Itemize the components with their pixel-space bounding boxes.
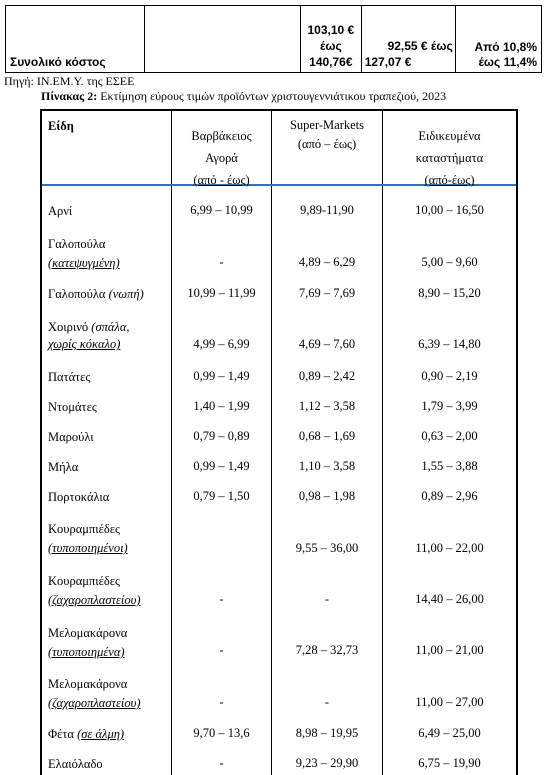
varvakeios-value: -	[219, 592, 224, 606]
total-cost-change: Από 10,8% έως 11,4%	[455, 6, 541, 73]
item-name	[48, 755, 103, 774]
total-cost-range-1: 103,10 € έως 140,76€	[300, 6, 361, 73]
varvakeios-value: 9,70 – 13,6	[193, 726, 250, 740]
item-name-text: Γαλοπούλα	[48, 287, 109, 301]
item-name-qualifier: (κατεψυγμένη)	[48, 256, 120, 270]
item-name-text: Γαλοπούλα	[48, 237, 106, 251]
item-name-text: Μαρούλι	[48, 430, 94, 444]
supermarkets-value: 8,98 – 19,95	[295, 726, 359, 740]
supermarkets-value: -	[324, 592, 330, 606]
varvakeios-value: 10,99 – 11,99	[187, 286, 256, 300]
specialty-value: 11,00 – 21,00	[415, 643, 484, 657]
varvakeios-value: 0,79 – 0,89	[193, 429, 250, 443]
item-name	[48, 428, 94, 447]
total-cost-range-2: 92,55 € έως 127,07 €	[361, 6, 455, 73]
supermarkets-value: 0,68 – 1,69	[298, 429, 356, 443]
specialty-value: 11,00 – 27,00	[415, 695, 484, 709]
varvakeios-value: 0,99 – 1,49	[193, 459, 250, 473]
supermarkets-value: 9,89-11,90	[300, 203, 354, 217]
source-note: Πηγή: IN.EM.Y. της ΕΣΕΕ	[4, 74, 135, 88]
specialty-value: 6,39 – 14,80	[418, 337, 481, 351]
item-name-text: Μήλα	[48, 460, 79, 474]
supermarkets-value: 0,89 – 2,42	[298, 369, 356, 383]
item-name-text: Μελομακάρονα	[48, 677, 128, 691]
item-name-line	[48, 319, 130, 336]
supermarkets-value: 9,55 – 36,00	[295, 541, 359, 555]
item-name	[48, 675, 141, 713]
item-name	[48, 285, 144, 304]
varvakeios-value: 6,99 – 10,99	[190, 203, 253, 217]
specialty-value: 1,79 – 3,99	[421, 399, 478, 413]
varvakeios-value: 0,79 – 1,50	[193, 489, 250, 503]
header-items: Είδη	[48, 119, 74, 133]
specialty-value: 1,55 – 3,88	[421, 459, 478, 473]
item-name	[48, 202, 72, 221]
supermarkets-value: 9,23 – 29,90	[295, 756, 359, 770]
varvakeios-value: 4,99 – 6,99	[193, 337, 250, 351]
item-name-text: Φέτα	[48, 727, 78, 741]
specialty-value: 8,90 – 15,20	[418, 286, 481, 300]
item-name-text: Χοιρινό	[48, 320, 92, 334]
specialty-value: 10,00 – 16,50	[415, 203, 484, 217]
table-header	[42, 111, 516, 186]
header-varvakeios: Βαρβάκειος Αγορά (από - έως)	[191, 129, 252, 187]
item-name-text: Κουραμπιέδες	[48, 574, 120, 588]
varvakeios-value: -	[219, 756, 224, 770]
item-name	[48, 368, 90, 387]
item-name	[48, 572, 141, 610]
varvakeios-value: -	[219, 695, 224, 709]
price-table	[40, 109, 518, 775]
item-name-text: Πατάτες	[48, 370, 91, 384]
specialty-value: 0,89 – 2,96	[421, 489, 478, 503]
item-name-text: Μελομακάρονα	[48, 626, 128, 640]
header-supermarkets: Super-Markets (από – έως)	[289, 118, 365, 151]
item-name-qualifier: (ζαχαροπλαστείου)	[48, 593, 141, 607]
summary-table	[5, 5, 542, 73]
varvakeios-value: 1,40 – 1,99	[193, 399, 250, 413]
item-name-qualifier: (ζαχαροπλαστείου)	[48, 696, 141, 710]
item-name	[48, 235, 120, 273]
supermarkets-value: -	[324, 695, 330, 709]
varvakeios-value: -	[219, 255, 224, 269]
item-name-qualifier: (σπάλα,	[91, 320, 130, 334]
item-name-qualifier: (τυποποιημένα)	[48, 645, 125, 659]
header-specialty: Ειδικευμένα καταστήματα (από-έως)	[415, 129, 484, 187]
supermarkets-value: 4,69 – 7,60	[298, 337, 356, 351]
item-name	[48, 319, 130, 353]
item-name-qualifier: (νωπή)	[108, 287, 144, 301]
item-name	[48, 488, 109, 507]
supermarkets-value: 1,12 – 3,58	[298, 399, 356, 413]
item-name-qualifier: (σε άλμη)	[77, 727, 125, 741]
supermarkets-value: 1,10 – 3,58	[298, 459, 356, 473]
supermarkets-value: 0,98 – 1,98	[298, 489, 356, 503]
item-name	[48, 458, 78, 477]
item-name-text: Αρνί	[48, 204, 73, 218]
item-name-qualifier: (τυποποιημένοι)	[48, 541, 128, 555]
supermarkets-value: 4,89 – 6,29	[298, 255, 356, 269]
item-name	[48, 398, 97, 417]
varvakeios-value: 0,99 – 1,49	[193, 369, 250, 383]
item-name-text: Κουραμπιέδες	[48, 522, 120, 536]
specialty-value: 6,49 – 25,00	[418, 726, 481, 740]
specialty-value: 0,63 – 2,00	[421, 429, 478, 443]
total-cost-label: Συνολικό κόστος	[6, 6, 145, 73]
table-caption: Πίνακας 2: Εκτίμηση εύρους τιμών προϊόντων χριστουγεννιάτικου τραπεζιού, 2023	[41, 89, 447, 103]
item-name-text: Πορτοκάλια	[48, 490, 110, 504]
specialty-value: 11,00 – 22,00	[415, 541, 484, 555]
supermarkets-value: 7,69 – 7,69	[298, 286, 356, 300]
specialty-value: 0,90 – 2,19	[421, 369, 478, 383]
varvakeios-value: -	[219, 643, 224, 657]
supermarkets-value: 7,28 – 32,73	[295, 643, 359, 657]
item-name-text: Ντομάτες	[48, 400, 97, 414]
item-name	[48, 624, 127, 662]
empty-cell	[144, 6, 300, 73]
item-name	[48, 725, 124, 744]
item-name-qualifier: χωρίς κόκαλο)	[48, 337, 121, 351]
specialty-value: 6,75 – 19,90	[418, 756, 481, 770]
item-name	[48, 520, 128, 558]
specialty-value: 5,00 – 9,60	[421, 255, 478, 269]
item-name-text: Ελαιόλαδο	[48, 757, 103, 771]
specialty-value: 14,40 – 26,00	[415, 592, 484, 606]
